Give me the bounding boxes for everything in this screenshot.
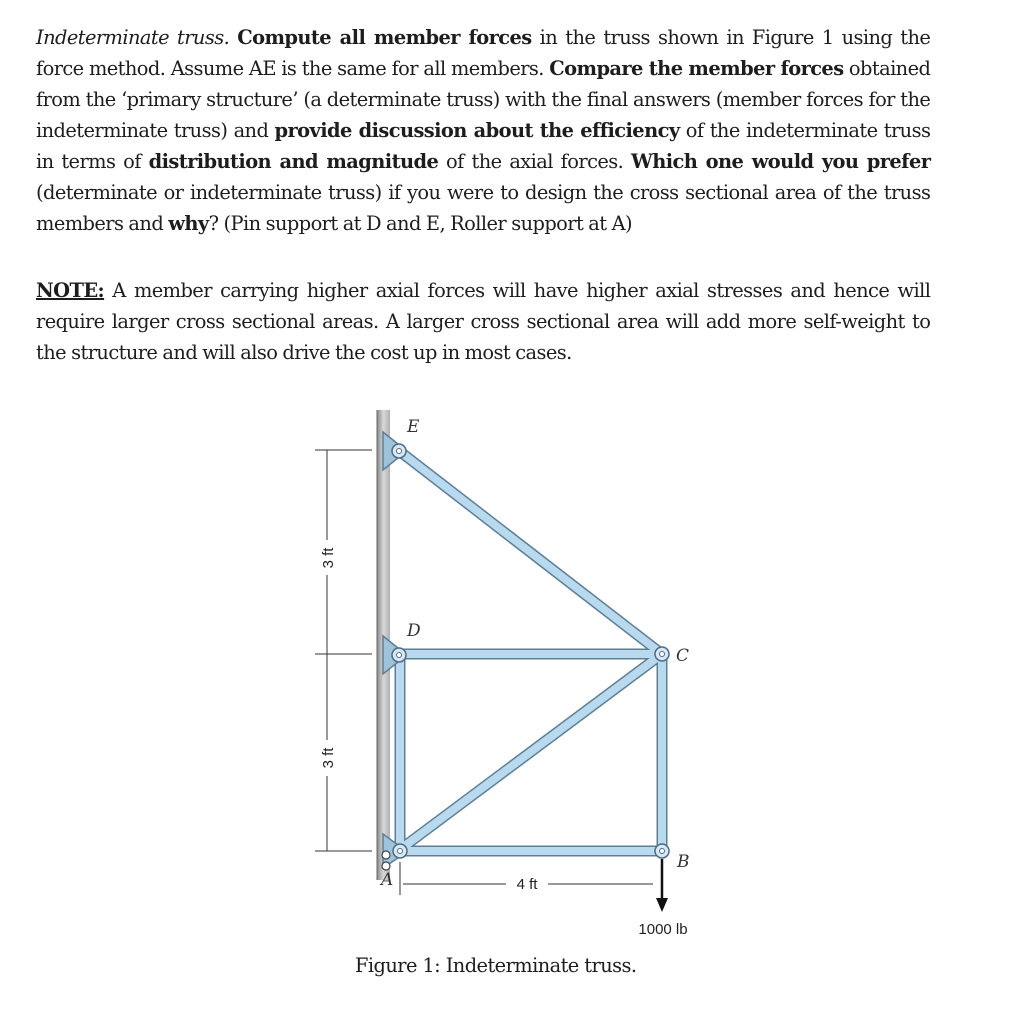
node-label-e: E xyxy=(407,417,420,437)
members-fill xyxy=(398,450,662,851)
dim-upper: 3 ft xyxy=(320,547,337,569)
load-arrow-head xyxy=(656,898,668,912)
note-label: NOTE: xyxy=(36,278,105,302)
member-ac xyxy=(398,654,662,851)
problem-text-2: in the truss shown in Figure 1 using the force method. Assume AE is the same for all members. xyxy=(36,25,931,80)
member-ec xyxy=(398,450,662,654)
figure-caption: Figure 1: Indeterminate truss. xyxy=(355,953,637,977)
vertical-dimension xyxy=(315,450,372,851)
dim-horizontal: 4 ft xyxy=(516,876,538,893)
problem-bold-5: Which one would you prefer xyxy=(631,149,931,173)
note-text: A member carrying higher axial forces will have higher axial stresses and hence will require larger cross sectional areas. A larger cross sectional area will add more self-weight to the structure and will also drive the cost up in most cases. xyxy=(36,278,931,364)
problem-bold-3: provide discussion about the efficiency xyxy=(274,118,680,142)
node-label-d: D xyxy=(407,621,421,641)
problem-bold-2: Compare the member forces xyxy=(549,56,844,80)
problem-text-6: (determinate or indeterminate truss) if you were to design the cross sectional area of the truss members and xyxy=(36,180,931,235)
problem-title: Indeterminate truss. xyxy=(36,25,230,49)
dim-lower: 3 ft xyxy=(320,747,337,769)
problem-text-3: obtained from the ‘primary structure’ (a determinate truss) with the final answers (member forces for the indeterminate truss) and xyxy=(36,56,931,142)
load-label: 1000 lb xyxy=(638,921,688,938)
node-label-a: A xyxy=(381,870,394,890)
problem-text-4: of the indeterminate truss in terms of xyxy=(36,118,931,173)
node-label-c: C xyxy=(676,646,690,666)
problem-text-5: of the axial forces. xyxy=(438,149,632,173)
problem-text-7: ? (Pin support at D and E, Roller support at A) xyxy=(208,211,632,235)
problem-bold-6: why xyxy=(168,211,209,235)
problem-bold-4: distribution and magnitude xyxy=(148,149,439,173)
problem-bold-1: Compute all member forces xyxy=(237,25,532,49)
node-label-b: B xyxy=(677,852,690,872)
